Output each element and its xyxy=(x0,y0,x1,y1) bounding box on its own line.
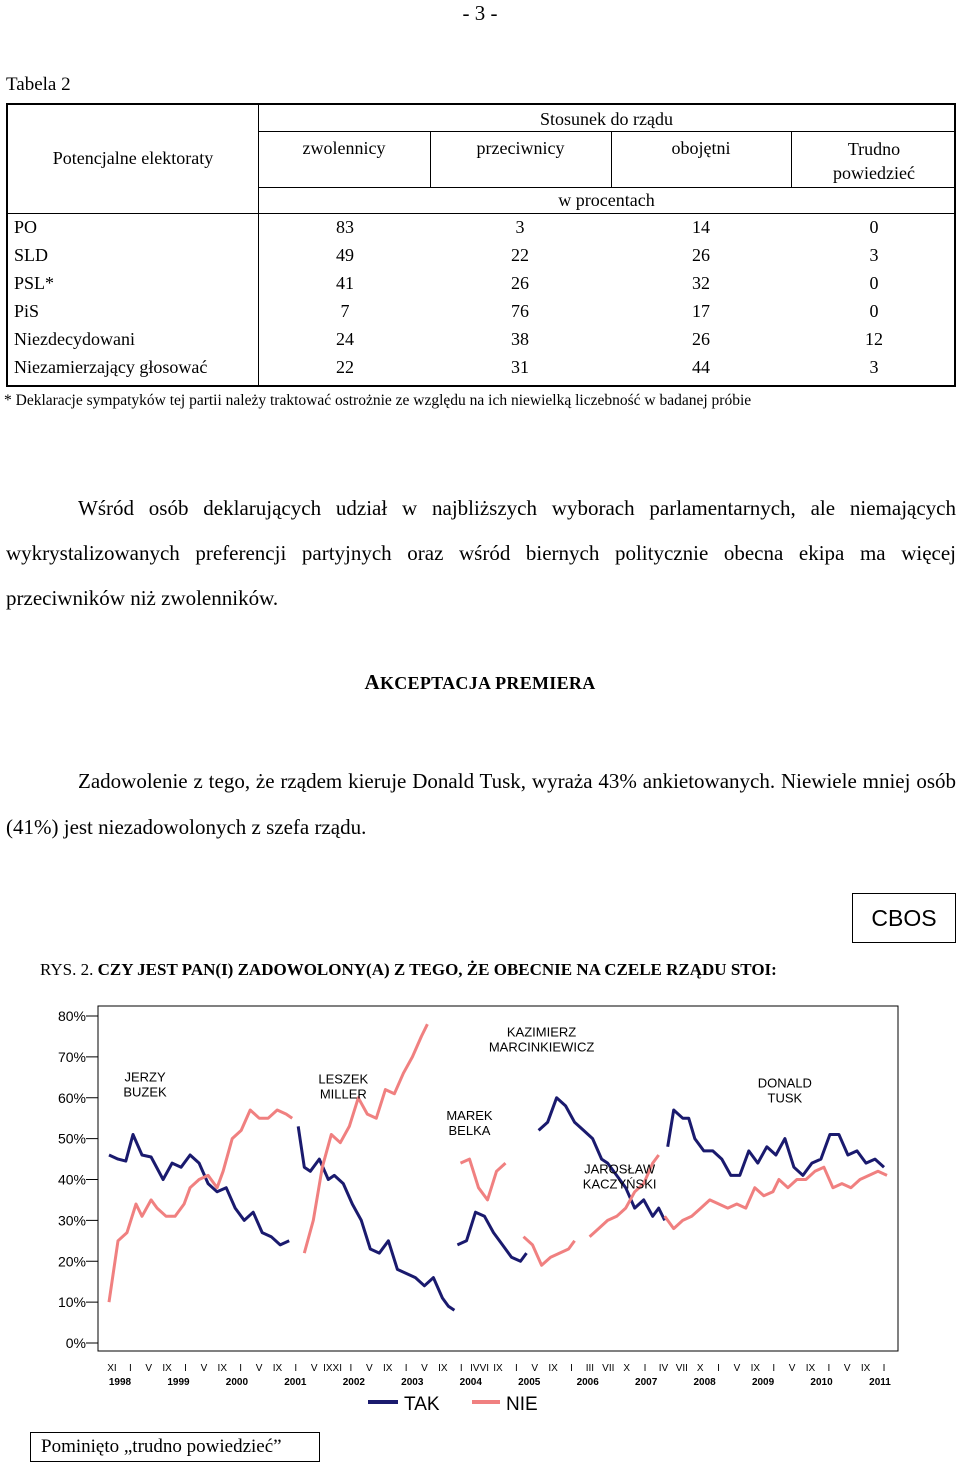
x-month-label: IVVI xyxy=(470,1363,490,1374)
x-month-label: X xyxy=(696,1363,704,1374)
series-line-nie xyxy=(461,1159,506,1200)
x-year-label: 2002 xyxy=(342,1377,365,1388)
table-cell: 17 xyxy=(692,301,710,321)
y-tick-label: 30% xyxy=(57,1212,86,1229)
x-month-label: I xyxy=(772,1363,776,1374)
table-cell: 26 xyxy=(692,329,710,349)
series-line-tak xyxy=(109,1135,289,1245)
column-header: obojętni xyxy=(671,138,731,158)
legend-label: NIE xyxy=(506,1394,538,1415)
table-cell: 14 xyxy=(692,217,710,237)
body-paragraph: Wśród osób deklarujących udział w najbliższych wyborach parlamentarnych, ale niemających wykrystalizowanych preferencji partyjnych oraz wśród biernych politycznie obecna ekipa ma więcej przeciwników niż zwolenników. xyxy=(6,496,956,610)
x-month-label: IX xyxy=(272,1363,283,1374)
y-tick-label: 10% xyxy=(57,1294,86,1311)
x-year-label: 2000 xyxy=(225,1377,249,1388)
x-year-label: 2004 xyxy=(459,1377,482,1388)
page-number: - 3 - xyxy=(462,1,498,25)
corner-header: Potencjalne elektoraty xyxy=(52,148,214,168)
x-month-label: IV xyxy=(658,1363,669,1374)
table-cell: 26 xyxy=(511,273,529,293)
x-month-label: V xyxy=(145,1363,153,1374)
table-cell: 3 xyxy=(869,357,879,377)
pm-annotation: MAREK xyxy=(446,1108,493,1124)
x-month-label: I xyxy=(827,1363,831,1374)
group-header: Stosunek do rządu xyxy=(540,109,673,129)
table-cell: 3 xyxy=(515,217,525,237)
x-month-label: V xyxy=(843,1363,851,1374)
pm-annotation: JAROSŁAW xyxy=(584,1161,656,1177)
x-month-label: I xyxy=(294,1363,298,1374)
series-line-nie xyxy=(665,1167,887,1228)
table-divider xyxy=(258,187,955,188)
x-month-label: IX xyxy=(217,1363,228,1374)
x-year-label: 2006 xyxy=(576,1377,599,1388)
x-year-label: 2008 xyxy=(693,1377,716,1388)
electorate-table xyxy=(6,103,956,387)
x-month-label: I xyxy=(570,1363,573,1374)
y-tick-label: 70% xyxy=(57,1048,86,1065)
x-month-label: IX xyxy=(805,1363,816,1374)
table-cell: 44 xyxy=(692,357,710,377)
table-cell: 24 xyxy=(336,329,354,349)
pm-annotation: KACZYŃSKI xyxy=(582,1176,657,1192)
table-cell: 49 xyxy=(336,245,354,265)
table-cell: 22 xyxy=(511,245,529,265)
pm-annotation: BELKA xyxy=(448,1123,491,1139)
x-month-label: I xyxy=(184,1363,187,1374)
body-paragraph: Zadowolenie z tego, że rządem kieruje Donald Tusk, wyraża 43% ankietowanych. Niewiele mniej osób (41%) jest niezadowolonych z szefa rządu. xyxy=(6,769,956,839)
pm-annotation: TUSK xyxy=(767,1090,803,1106)
pm-annotation: JERZY xyxy=(124,1069,166,1085)
table-cell: 3 xyxy=(869,245,879,265)
x-month-label: V xyxy=(255,1363,263,1374)
x-month-label: V xyxy=(733,1363,741,1374)
row-label: SLD xyxy=(14,245,49,265)
x-month-label: V xyxy=(531,1363,539,1374)
x-month-label: V xyxy=(365,1363,373,1374)
x-month-label: IX xyxy=(162,1363,172,1374)
x-month-label: I xyxy=(514,1363,518,1374)
legend-label: TAK xyxy=(404,1394,440,1415)
row-label: PO xyxy=(14,217,38,237)
x-month-label: I xyxy=(404,1363,408,1374)
pm-annotation: KAZIMIERZ xyxy=(506,1024,577,1040)
x-year-label: 1998 xyxy=(108,1377,132,1388)
table-cell: 0 xyxy=(869,217,879,237)
y-tick-label: 80% xyxy=(57,1008,86,1024)
x-month-label: V xyxy=(310,1363,318,1374)
x-year-label: 2003 xyxy=(401,1377,424,1388)
x-month-label: VII xyxy=(602,1363,615,1374)
series-line-nie xyxy=(524,1237,575,1266)
x-month-label: I xyxy=(882,1363,886,1374)
source-badge: CBOS xyxy=(852,893,956,943)
x-month-label: V xyxy=(200,1363,208,1374)
column-header: Trudno powiedzieć xyxy=(833,139,915,183)
y-tick-label: 40% xyxy=(57,1171,86,1188)
x-month-label: IX xyxy=(493,1363,503,1374)
x-month-label: I xyxy=(459,1363,463,1374)
table-cell: 12 xyxy=(865,329,883,349)
table-cell: 31 xyxy=(511,357,529,377)
pm-annotation: MILLER xyxy=(319,1086,367,1102)
x-month-label: IXXI xyxy=(323,1363,343,1374)
omission-note: Pominięto „trudno powiedzieć” xyxy=(30,1432,320,1462)
table-cell: 0 xyxy=(869,301,879,321)
y-tick-label: 0% xyxy=(65,1335,86,1351)
x-year-label: 2010 xyxy=(810,1377,833,1388)
figure-title xyxy=(40,960,777,980)
x-month-label: IX xyxy=(382,1363,393,1374)
table-cell: 76 xyxy=(511,301,529,321)
pm-annotation: BUZEK xyxy=(123,1084,167,1100)
row-label: Niezdecydowani xyxy=(14,329,135,349)
column-header: zwolennicy xyxy=(302,138,386,158)
figure-question: CZY JEST PAN(I) ZADOWOLONY(A) Z TEGO, ŻE OBECNIE NA CZELE RZĄDU STOI: xyxy=(97,960,777,979)
table-cell: 41 xyxy=(336,273,354,293)
x-month-label: VII xyxy=(675,1363,688,1374)
series-line-tak xyxy=(457,1212,526,1261)
x-year-label: 2005 xyxy=(518,1377,541,1388)
x-month-label: I xyxy=(349,1363,353,1374)
pm-annotation: LESZEK xyxy=(318,1071,369,1087)
x-month-label: IX xyxy=(438,1363,448,1374)
unit-row: w procentach xyxy=(558,190,655,210)
heading-initial: A xyxy=(364,670,380,694)
series-line-tak xyxy=(298,1126,454,1310)
series-line-tak xyxy=(668,1110,884,1175)
row-label: PSL* xyxy=(14,273,55,293)
column-header: przeciwnicy xyxy=(476,138,565,158)
x-month-label: X xyxy=(623,1363,631,1374)
table-divider xyxy=(8,213,955,214)
table-cell: 32 xyxy=(692,273,710,293)
row-label: Niezamierzający głosować xyxy=(14,357,208,377)
x-year-label: 2011 xyxy=(869,1377,891,1388)
pm-annotation: MARCINKIEWICZ xyxy=(488,1039,595,1055)
figure-number: RYS. 2. xyxy=(40,960,94,979)
x-month-label: V xyxy=(421,1363,428,1374)
row-label: PiS xyxy=(14,301,40,321)
x-month-label: IX xyxy=(860,1363,871,1374)
table-divider xyxy=(791,131,792,187)
x-year-label: 2001 xyxy=(284,1377,307,1388)
x-year-label: 2007 xyxy=(635,1377,658,1388)
y-tick-label: 50% xyxy=(57,1130,86,1147)
series-line-tak xyxy=(539,1098,665,1221)
x-month-label: IX xyxy=(548,1363,558,1374)
x-year-label: 1999 xyxy=(167,1377,190,1388)
pm-annotation: DONALD xyxy=(757,1075,812,1091)
satisfaction-chart xyxy=(0,998,960,1428)
x-month-label: I xyxy=(643,1363,647,1374)
table-cell: 7 xyxy=(340,301,350,321)
table-label: Tabela 2 xyxy=(6,74,71,95)
heading-text: KCEPTACJA PREMIERA xyxy=(379,673,596,693)
section-heading xyxy=(0,670,960,695)
y-tick-label: 60% xyxy=(57,1089,86,1106)
table-divider xyxy=(258,131,955,132)
series-line-nie xyxy=(304,1024,427,1253)
table-cell: 38 xyxy=(511,329,529,349)
table-cell: 22 xyxy=(336,357,354,377)
x-month-label: I xyxy=(128,1363,132,1374)
x-month-label: I xyxy=(717,1363,720,1374)
table-cell: 83 xyxy=(336,217,354,237)
x-month-label: V xyxy=(788,1363,796,1374)
table-footnote: * Deklaracje sympatyków tej partii należy traktować ostrożnie ze względu na ich niewielką liczebność w badanej próbie xyxy=(4,392,752,409)
y-tick-label: 20% xyxy=(57,1253,86,1270)
x-year-label: 2009 xyxy=(751,1377,775,1388)
table-cell: 0 xyxy=(869,273,879,293)
x-month-label: IX xyxy=(750,1363,761,1374)
x-month-label: I xyxy=(239,1363,243,1374)
table-cell: 26 xyxy=(692,245,710,265)
x-month-label: III xyxy=(585,1363,595,1374)
x-month-label: XI xyxy=(107,1363,117,1374)
